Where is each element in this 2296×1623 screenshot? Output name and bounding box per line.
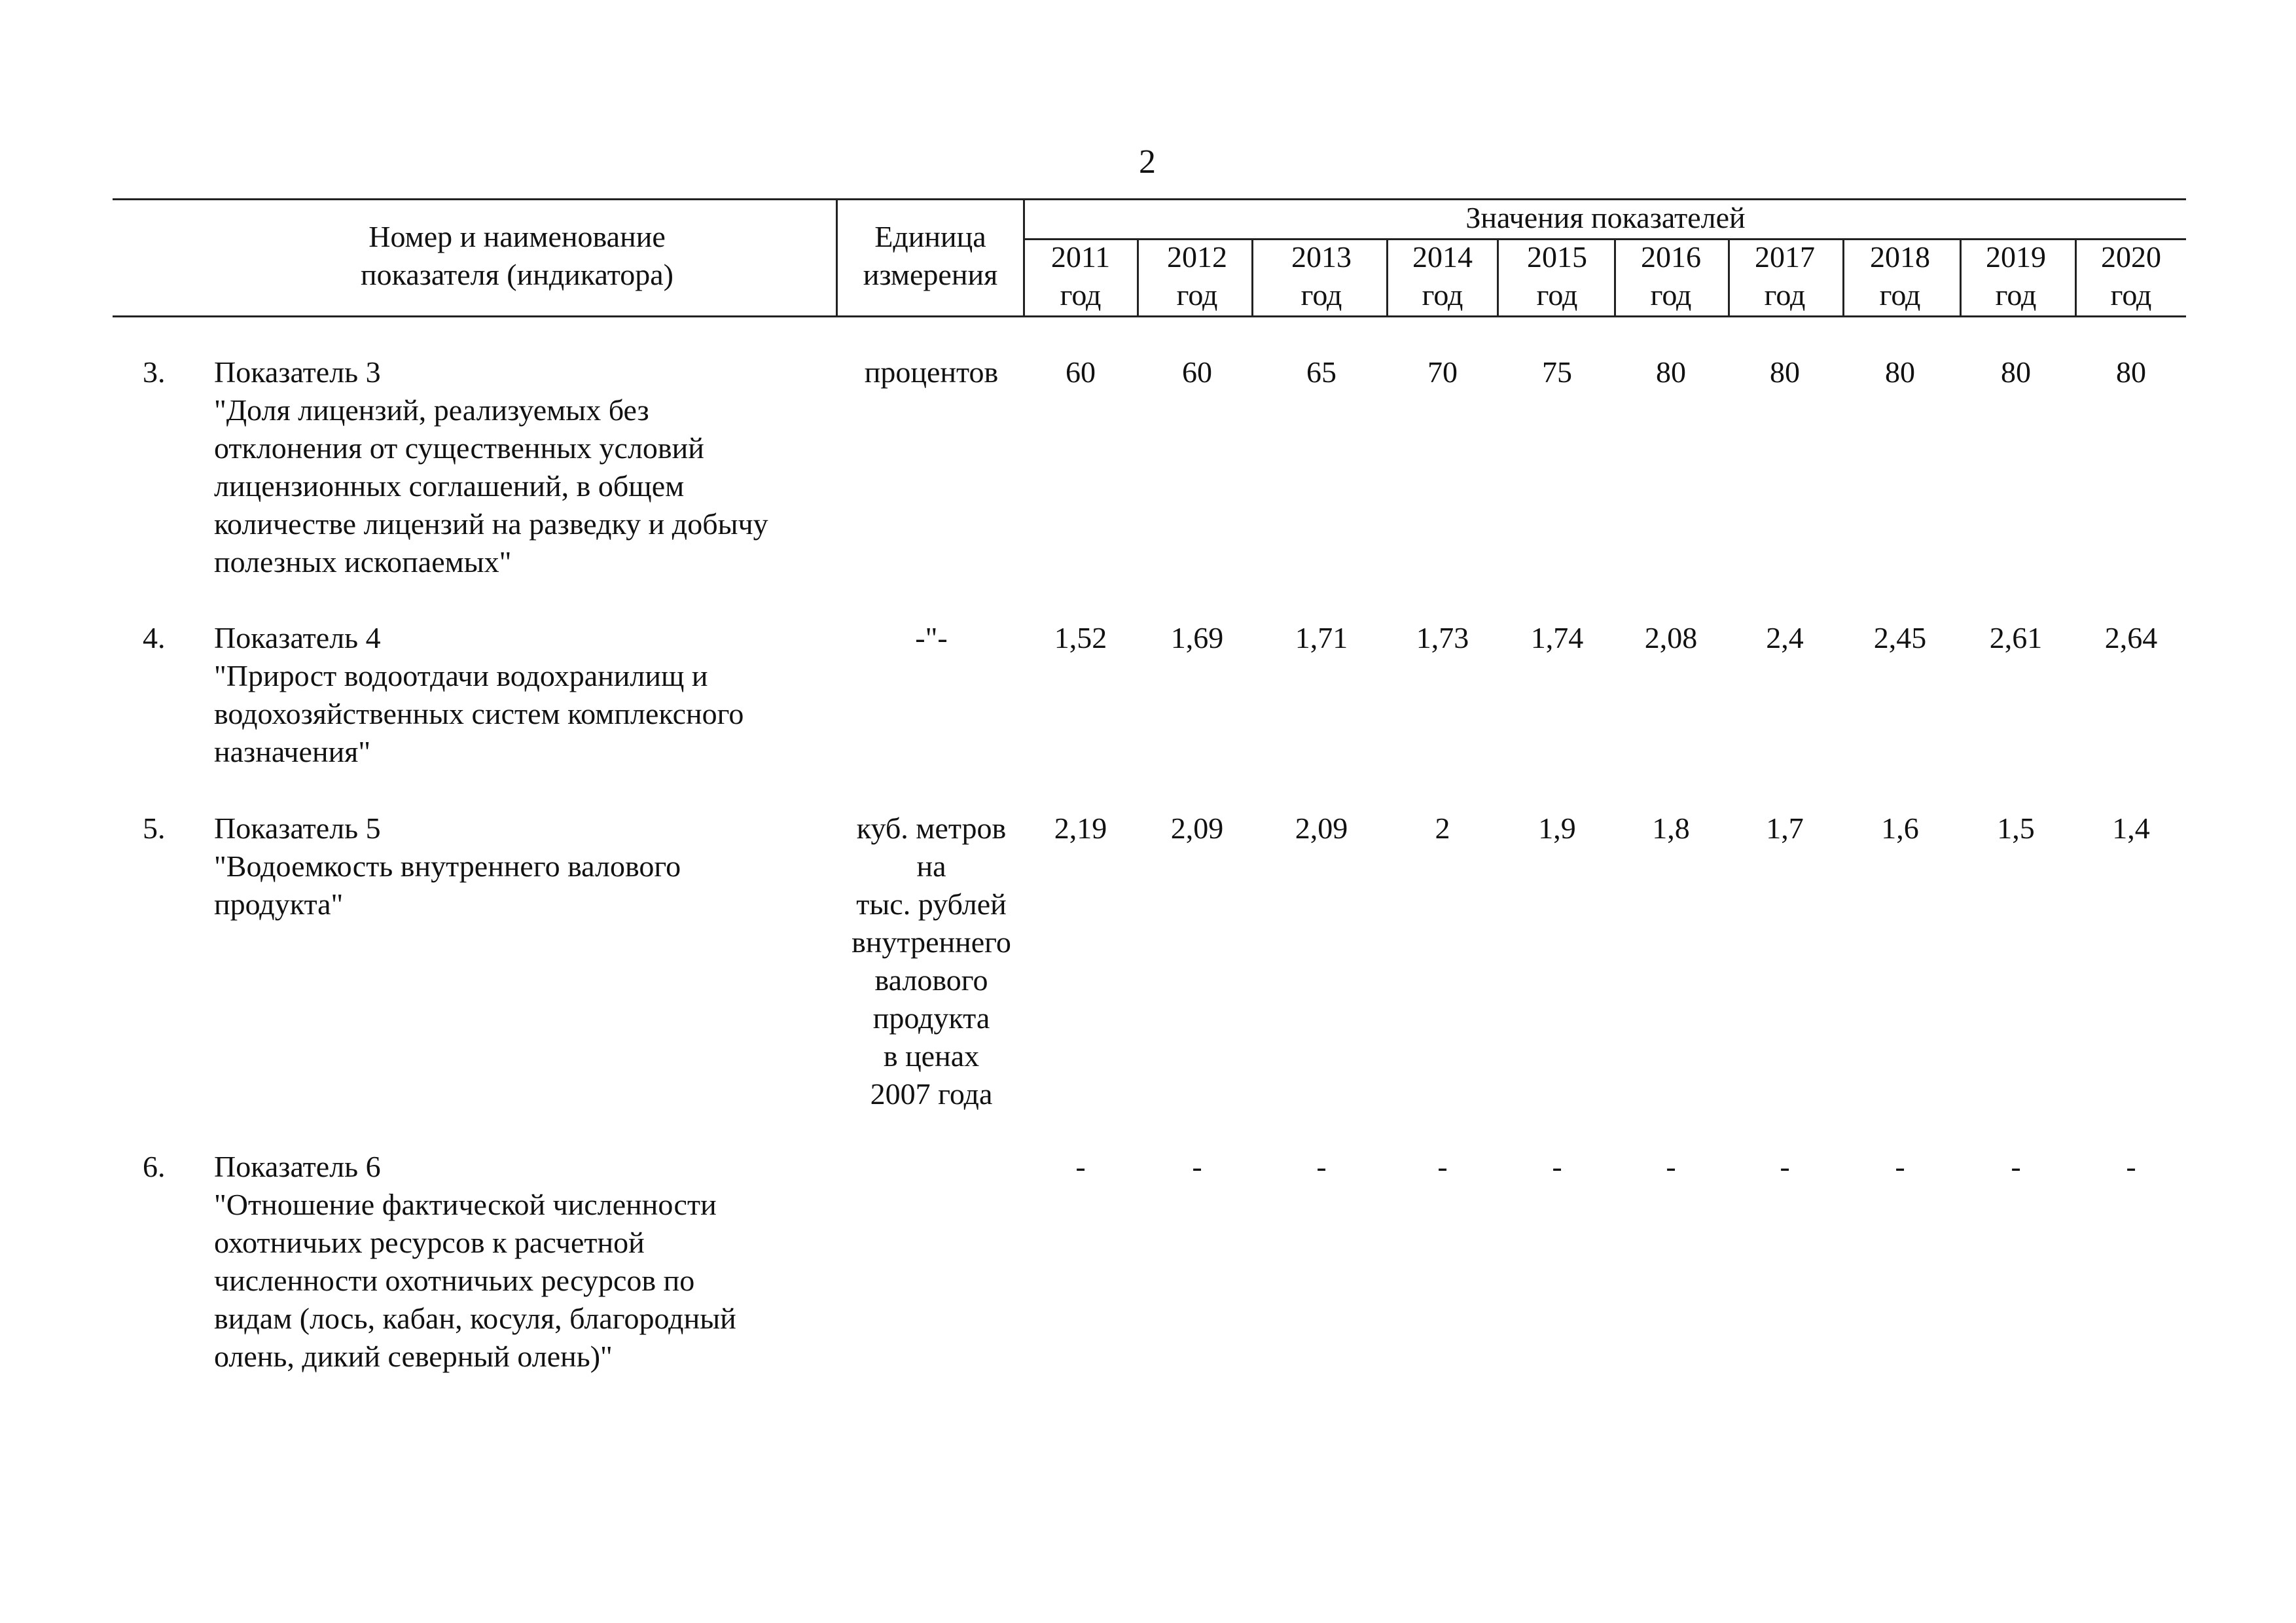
value-2012: -: [1192, 1150, 1202, 1183]
year-suffix: год: [1879, 278, 1921, 312]
year-suffix: год: [1176, 278, 1218, 312]
value-2012: 60: [1182, 355, 1212, 389]
year-suffix: год: [1060, 278, 1102, 312]
year-header-2018: [1844, 238, 1956, 314]
year-suffix: год: [1422, 278, 1463, 312]
value-2020: 80: [2116, 355, 2146, 389]
value-2019: 2,61: [1989, 621, 2043, 654]
value-2011: -: [1075, 1150, 1086, 1183]
indicator-name-line: назначения": [214, 735, 371, 768]
header-name-line: показателя (индикатора): [361, 258, 673, 291]
year-suffix: год: [1536, 278, 1578, 312]
year-label: 2012: [1167, 240, 1227, 274]
value-2015: 75: [1542, 355, 1572, 389]
value-2014: 2: [1435, 812, 1450, 845]
value-2016: -: [1666, 1150, 1676, 1183]
value-2012: 1,69: [1170, 621, 1224, 654]
value-2011: 1,52: [1054, 621, 1107, 654]
year-header-2012: [1141, 238, 1253, 314]
year-header-2013: [1266, 238, 1377, 314]
indicator-name-line: охотничьих ресурсов к расчетной: [214, 1226, 645, 1259]
value-2017: 2,4: [1766, 621, 1804, 654]
year-suffix: год: [2110, 278, 2152, 312]
year-header-2017: [1729, 238, 1840, 314]
value-2019: -: [2011, 1150, 2021, 1183]
value-2020: 1,4: [2112, 812, 2150, 845]
value-2011: 60: [1066, 355, 1096, 389]
year-label: 2011: [1050, 240, 1111, 274]
indicator-name-line: Показатель 5: [214, 812, 381, 845]
header-name-line: Номер и наименование: [368, 220, 666, 253]
indicator-name-line: видам (лось, кабан, косуля, благородный: [214, 1302, 736, 1335]
indicator-name: [214, 619, 836, 771]
value-2016: 2,08: [1644, 621, 1698, 654]
row-number: 6.: [143, 1150, 166, 1183]
unit-line: процентов: [864, 355, 999, 389]
year-suffix: год: [1300, 278, 1342, 312]
row-number: 3.: [143, 355, 166, 389]
indicator-name: [214, 1148, 836, 1376]
indicator-name-line: "Доля лицензий, реализуемых без: [214, 393, 649, 427]
year-label: 2019: [1986, 240, 2046, 274]
year-label: 2018: [1870, 240, 1930, 274]
unit-line: тыс. рублей: [856, 887, 1007, 921]
value-2017: 80: [1770, 355, 1800, 389]
unit-line: продукта: [872, 1001, 990, 1035]
year-suffix: год: [1650, 278, 1692, 312]
header-unit-column: [838, 218, 1023, 294]
value-2012: 2,09: [1170, 812, 1224, 845]
year-divider: [1137, 238, 1139, 316]
value-2017: 1,7: [1766, 812, 1804, 845]
value-2019: 80: [2001, 355, 2031, 389]
unit-line: на: [916, 849, 946, 883]
header-bottom-rule: [113, 315, 2186, 317]
value-2020: -: [2126, 1150, 2136, 1183]
indicator-name-line: численности охотничьих ресурсов по: [214, 1264, 695, 1297]
value-2015: 1,9: [1538, 812, 1576, 845]
unit-line: валового: [874, 963, 988, 997]
value-2019: 1,5: [1997, 812, 2035, 845]
indicator-name-line: олень, дикий северный олень)": [214, 1340, 613, 1373]
indicator-name-line: продукта": [214, 887, 344, 921]
value-2020: 2,64: [2104, 621, 2158, 654]
year-label: 2014: [1412, 240, 1473, 274]
unit-line: 2007 года: [870, 1077, 993, 1111]
year-header-2019: [1960, 238, 2072, 314]
year-label: 2015: [1527, 240, 1587, 274]
value-2013: -: [1316, 1150, 1327, 1183]
year-label: 2020: [2101, 240, 2161, 274]
unit-of-measure: [836, 353, 1026, 391]
year-header-2020: [2075, 238, 2187, 314]
unit-line: внутреннего: [852, 925, 1011, 959]
value-2018: -: [1895, 1150, 1905, 1183]
indicator-name-line: "Водоемкость внутреннего валового: [214, 849, 681, 883]
indicator-name-line: Показатель 4: [214, 621, 381, 654]
value-2015: -: [1552, 1150, 1562, 1183]
indicator-name-line: Показатель 6: [214, 1150, 381, 1183]
value-2018: 80: [1885, 355, 1915, 389]
row-number: 5.: [143, 812, 166, 845]
unit-line: куб. метров: [856, 812, 1007, 845]
value-2017: -: [1780, 1150, 1790, 1183]
indicator-name: [214, 810, 836, 923]
value-2014: -: [1437, 1150, 1448, 1183]
indicator-name: [214, 353, 836, 581]
year-suffix: год: [1995, 278, 2037, 312]
year-header-2014: [1387, 238, 1498, 314]
value-2013: 1,71: [1295, 621, 1348, 654]
unit-of-measure: [836, 619, 1026, 657]
value-2018: 1,6: [1881, 812, 1919, 845]
value-2016: 1,8: [1652, 812, 1690, 845]
value-2013: 65: [1306, 355, 1336, 389]
indicator-name-line: "Отношение фактической численности: [214, 1188, 717, 1221]
value-2013: 2,09: [1295, 812, 1348, 845]
year-label: 2013: [1291, 240, 1352, 274]
indicator-name-line: лицензионных соглашений, в общем: [214, 469, 685, 503]
value-2011: 2,19: [1054, 812, 1107, 845]
unit-line: -"-: [915, 621, 948, 654]
year-header-2011: [1025, 238, 1136, 314]
indicator-name-line: количестве лицензий на разведку и добычу: [214, 507, 768, 541]
header-unit-line: Единица: [874, 220, 986, 253]
year-suffix: год: [1764, 278, 1806, 312]
year-header-2015: [1501, 238, 1613, 314]
indicator-name-line: полезных ископаемых": [214, 545, 512, 579]
indicator-name-line: Показатель 3: [214, 355, 381, 389]
value-2014: 1,73: [1416, 621, 1469, 654]
unit-line: в ценах: [883, 1039, 980, 1073]
indicator-name-line: водохозяйственных систем комплексного: [214, 697, 744, 730]
header-name-column: [216, 218, 818, 294]
indicator-name-line: "Прирост водоотдачи водохранилищ и: [214, 659, 708, 692]
year-header-2016: [1615, 238, 1727, 314]
indicator-name-line: отклонения от существенных условий: [214, 431, 704, 465]
value-2016: 80: [1656, 355, 1686, 389]
row-number: 4.: [143, 621, 166, 654]
header-unit-line: измерения: [863, 258, 998, 291]
value-2018: 2,45: [1873, 621, 1927, 654]
value-2014: 70: [1427, 355, 1458, 389]
page-number: 2: [1139, 143, 1156, 181]
year-label: 2017: [1755, 240, 1815, 274]
unit-of-measure: [836, 810, 1026, 1113]
year-label: 2016: [1641, 240, 1701, 274]
header-values-title: Значения показателей: [1465, 201, 1746, 234]
value-2015: 1,74: [1530, 621, 1584, 654]
